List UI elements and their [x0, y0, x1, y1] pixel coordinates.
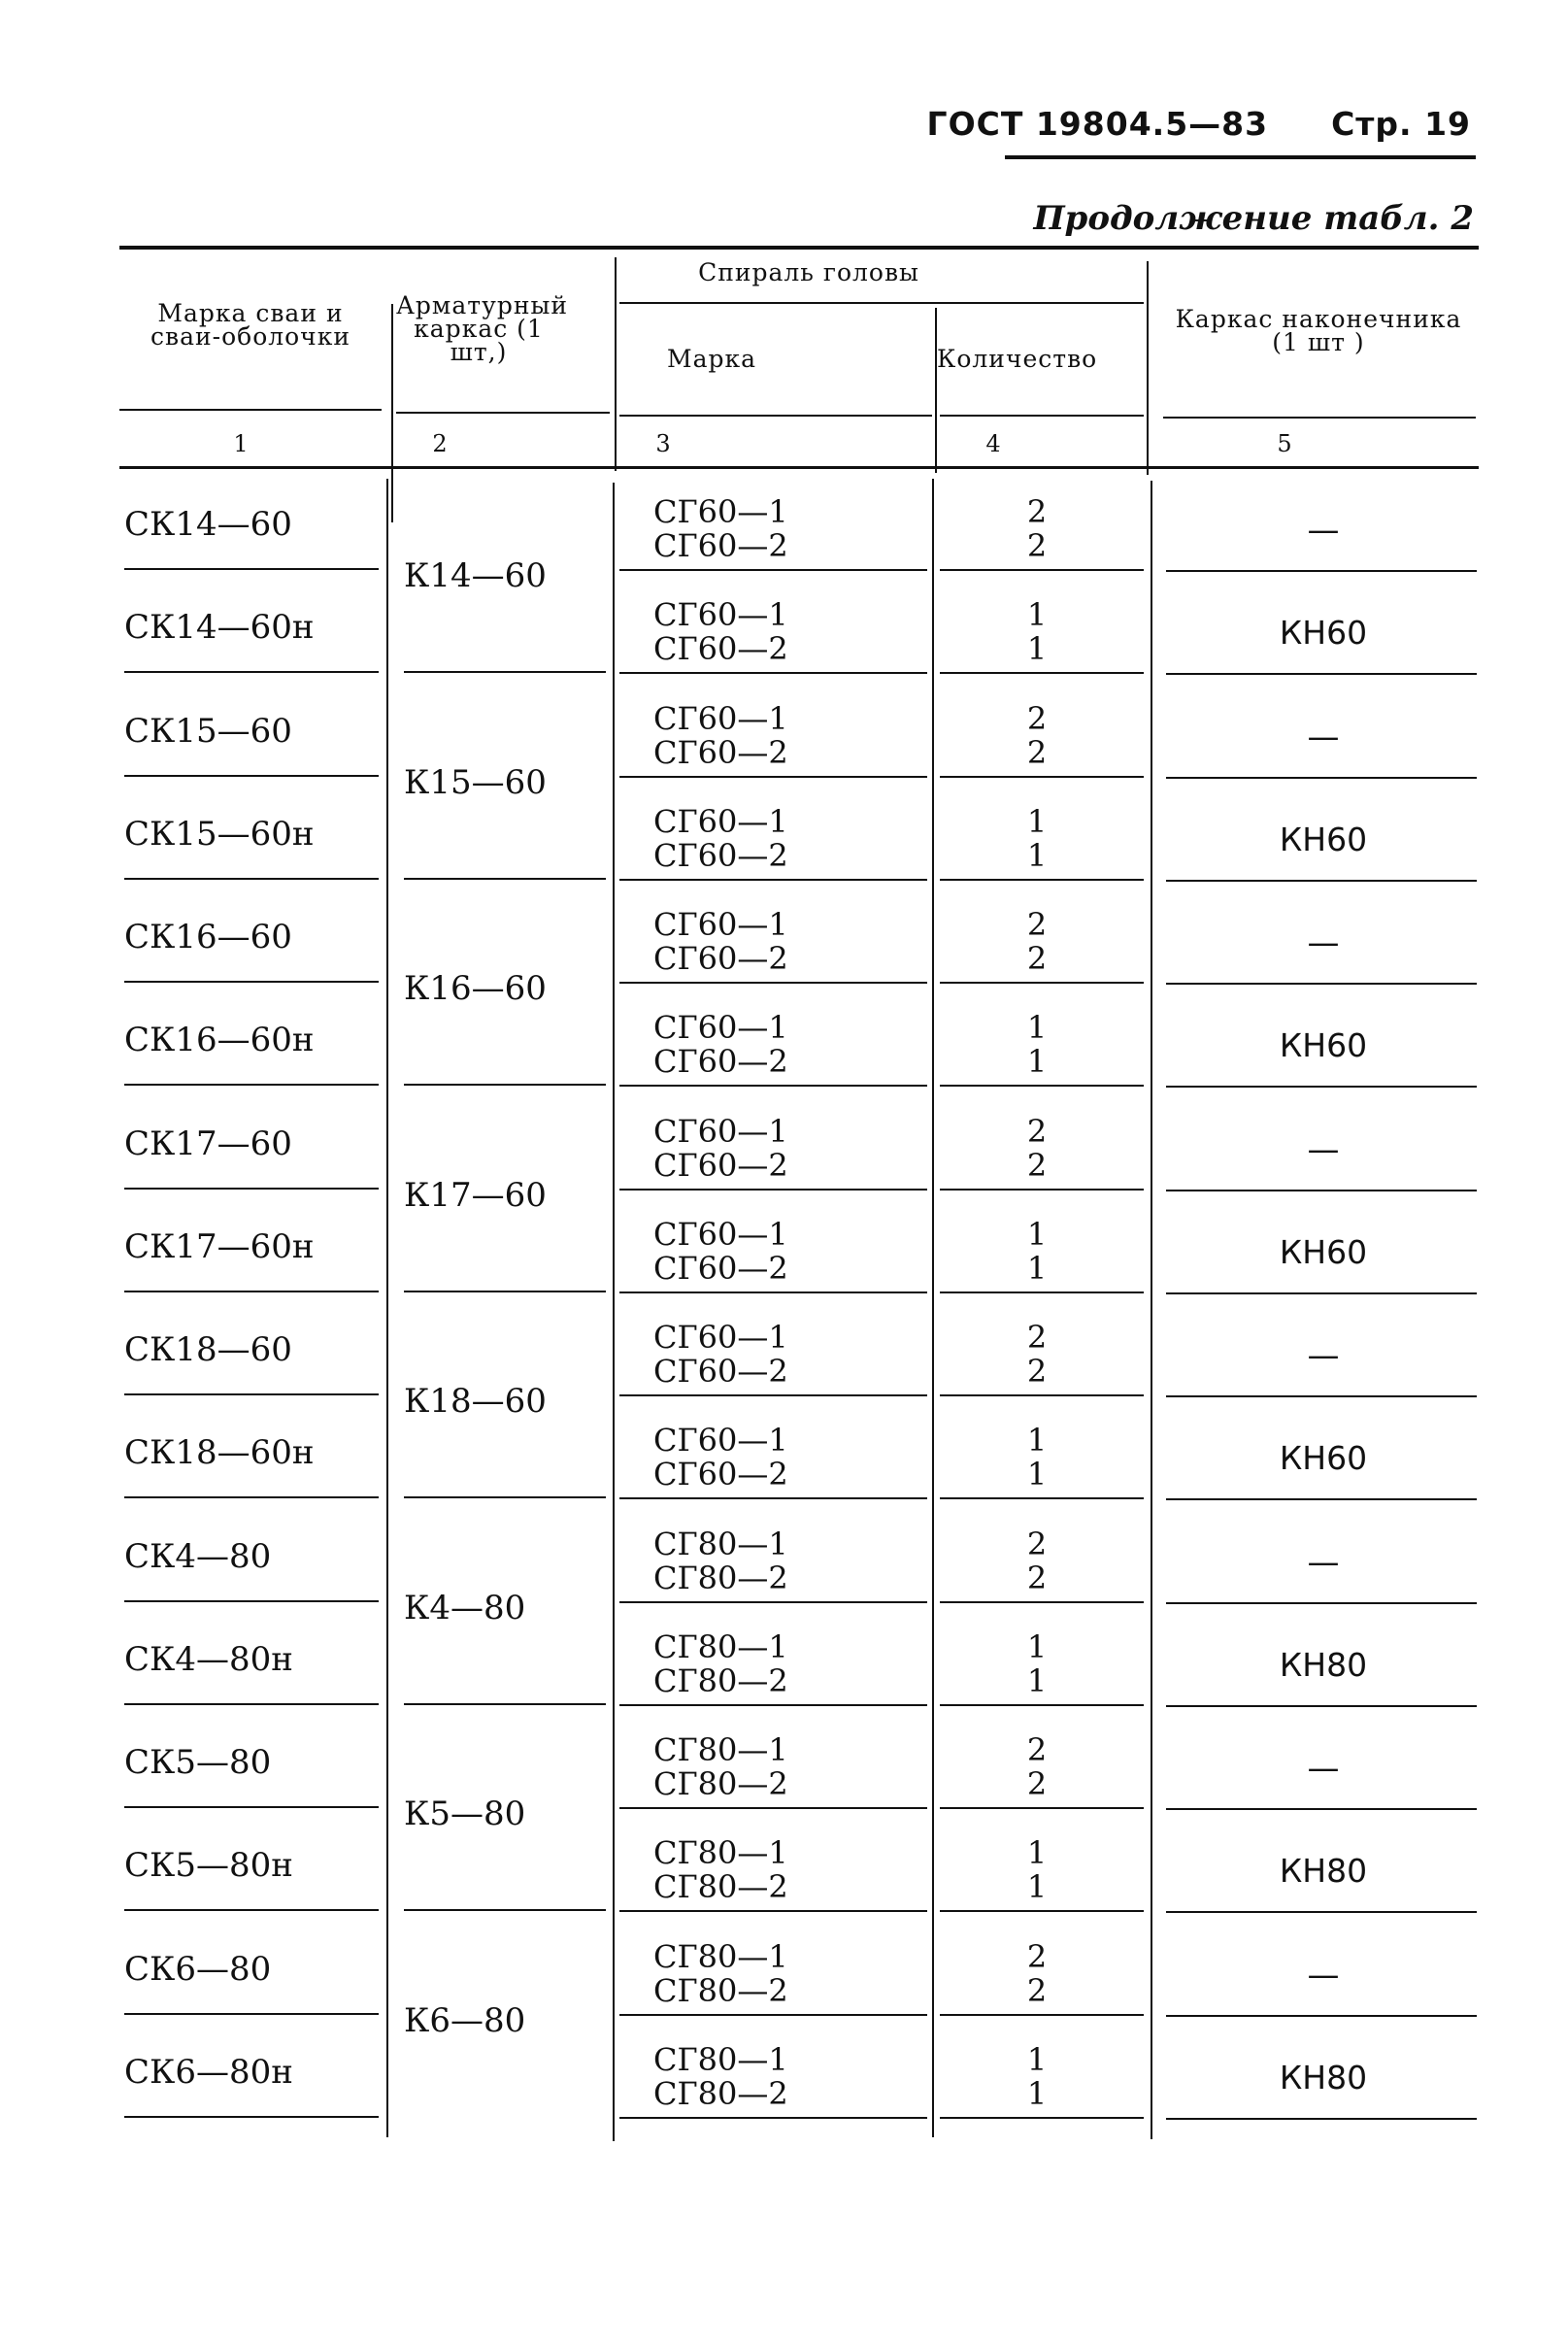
body-vline-2 [386, 479, 388, 2137]
row-spiral-2: СГ80—2 [653, 1868, 788, 1906]
header-rule-col3 [619, 415, 932, 417]
row-rule-col1 [124, 671, 379, 673]
row-mark: СК6—80н [124, 2052, 293, 2092]
row-tip-frame: КН80 [1279, 2058, 1368, 2096]
row-tip-frame: — [1307, 923, 1340, 961]
row-tip-frame: КН60 [1279, 1232, 1368, 1271]
row-rule-col3 [619, 1807, 927, 1809]
row-spiral-1: СГ60—1 [653, 1215, 788, 1253]
row-mark: СК18—60 [124, 1330, 292, 1369]
frame-rule-col2 [404, 1291, 606, 1292]
row-rule-col1 [124, 1393, 379, 1395]
row-frame: К4—80 [404, 1588, 526, 1627]
row-rule-col4 [940, 672, 1144, 674]
row-mark: СК16—60 [124, 918, 292, 956]
table-continuation-label: Продолжение табл. 2 [1033, 199, 1474, 238]
row-tip-frame: КН80 [1279, 1645, 1368, 1684]
row-qty-2: 1 [1026, 1456, 1048, 1493]
row-rule-col3 [619, 2117, 927, 2119]
header-bottom-rule [119, 466, 1479, 469]
row-rule-col5 [1166, 673, 1477, 675]
row-tip-frame: КН80 [1279, 1852, 1368, 1891]
row-rule-col4 [940, 1189, 1144, 1191]
row-spiral-2: СГ60—2 [653, 527, 788, 564]
row-qty-2: 1 [1026, 1868, 1048, 1906]
row-mark: СК4—80 [124, 1536, 272, 1576]
row-frame: К18—60 [404, 1382, 547, 1422]
row-tip-frame: — [1307, 1336, 1340, 1374]
row-qty-2: 2 [1026, 527, 1048, 564]
row-rule-col4 [940, 879, 1144, 881]
row-mark: СК18—60н [124, 1433, 315, 1473]
row-spiral-2: СГ80—2 [653, 1661, 788, 1699]
row-rule-col3 [619, 2014, 927, 2016]
header-vline-5 [1147, 261, 1149, 475]
row-spiral-1: СГ80—1 [653, 1834, 788, 1872]
row-qty-1: 2 [1026, 1112, 1048, 1150]
row-qty-1: 1 [1026, 1215, 1048, 1253]
body-vline-4 [932, 479, 934, 2137]
row-rule-col4 [940, 1497, 1144, 1499]
col-number-5: 5 [1277, 430, 1292, 457]
frame-rule-col2 [404, 878, 606, 880]
row-rule-col1 [124, 568, 379, 570]
row-rule-col4 [940, 982, 1144, 984]
row-tip-frame: КН60 [1279, 820, 1368, 858]
frame-rule-col2 [404, 671, 606, 673]
body-vline-3 [613, 483, 615, 2141]
header-rule [1005, 155, 1476, 159]
row-qty-1: 2 [1026, 1937, 1048, 1975]
frame-rule-col2 [404, 1084, 606, 1086]
row-spiral-1: СГ60—1 [653, 1112, 788, 1150]
row-spiral-2: СГ60—2 [653, 1353, 788, 1390]
standard-number: ГОСТ 19804.5—83 [926, 105, 1269, 143]
row-rule-col1 [124, 1496, 379, 1498]
row-tip-frame: КН60 [1279, 1026, 1368, 1065]
row-qty-2: 1 [1026, 836, 1048, 874]
row-spiral-1: СГ60—1 [653, 906, 788, 943]
row-qty-2: 2 [1026, 1146, 1048, 1184]
row-spiral-1: СГ60—1 [653, 699, 788, 737]
row-rule-col1 [124, 1909, 379, 1911]
row-rule-col5 [1166, 1808, 1477, 1810]
header-col5: Каркас наконечника (1 шт ) [1175, 305, 1462, 356]
row-spiral-1: СГ60—1 [653, 1319, 788, 1356]
page-number: Стр. 19 [1331, 105, 1471, 143]
row-spiral-1: СГ80—1 [653, 1525, 788, 1562]
row-spiral-2: СГ80—2 [653, 1559, 788, 1596]
row-tip-frame: — [1307, 1749, 1340, 1787]
row-frame: К17—60 [404, 1175, 547, 1215]
row-mark: СК6—80 [124, 1949, 272, 1989]
row-rule-col5 [1166, 1395, 1477, 1397]
row-spiral-2: СГ80—2 [653, 1765, 788, 1802]
row-tip-frame: — [1307, 1129, 1340, 1168]
row-rule-col5 [1166, 1498, 1477, 1500]
row-spiral-2: СГ60—2 [653, 1043, 788, 1081]
row-rule-col4 [940, 2117, 1144, 2119]
row-spiral-2: СГ60—2 [653, 733, 788, 771]
row-rule-col1 [124, 2116, 379, 2118]
frame-rule-col2 [404, 1703, 606, 1705]
row-mark: СК16—60н [124, 1021, 315, 1060]
row-qty-2: 2 [1026, 1765, 1048, 1802]
row-rule-col5 [1166, 570, 1477, 572]
row-spiral-1: СГ80—1 [653, 1627, 788, 1665]
row-spiral-1: СГ60—1 [653, 802, 788, 840]
row-rule-col5 [1166, 2118, 1477, 2120]
row-tip-frame: КН60 [1279, 1439, 1368, 1478]
row-rule-col5 [1166, 777, 1477, 779]
row-mark: СК17—60н [124, 1226, 315, 1266]
row-spiral-2: СГ80—2 [653, 2074, 788, 2112]
row-qty-1: 1 [1026, 596, 1048, 634]
row-rule-col4 [940, 1807, 1144, 1809]
header-col3: Марка [666, 345, 757, 373]
row-frame: К15—60 [404, 762, 547, 802]
row-rule-col5 [1166, 1602, 1477, 1604]
header-vline-2 [391, 304, 393, 522]
row-qty-2: 1 [1026, 630, 1048, 668]
row-spiral-1: СГ60—1 [653, 596, 788, 634]
row-rule-col5 [1166, 1190, 1477, 1191]
row-mark: СК5—80н [124, 1846, 293, 1886]
row-spiral-2: СГ60—2 [653, 1456, 788, 1493]
row-rule-col1 [124, 878, 379, 880]
row-rule-col1 [124, 1084, 379, 1086]
row-rule-col5 [1166, 1086, 1477, 1088]
row-rule-col5 [1166, 2015, 1477, 2017]
row-rule-col3 [619, 1085, 927, 1087]
row-rule-col4 [940, 1704, 1144, 1706]
row-rule-col1 [124, 775, 379, 777]
row-rule-col5 [1166, 983, 1477, 985]
row-qty-1: 1 [1026, 2040, 1048, 2078]
row-rule-col3 [619, 672, 927, 674]
row-spiral-1: СГ80—1 [653, 1731, 788, 1768]
row-spiral-2: СГ60—2 [653, 1249, 788, 1287]
table-top-rule [119, 246, 1479, 250]
row-rule-col1 [124, 1600, 379, 1602]
row-rule-col4 [940, 2014, 1144, 2016]
row-rule-col1 [124, 1188, 379, 1190]
row-rule-col4 [940, 1394, 1144, 1396]
row-rule-col3 [619, 1704, 927, 1706]
row-rule-col5 [1166, 1705, 1477, 1707]
row-tip-frame: — [1307, 1955, 1340, 1994]
row-qty-1: 1 [1026, 1422, 1048, 1459]
row-rule-col3 [619, 569, 927, 571]
row-rule-col4 [940, 1291, 1144, 1293]
header-vline-3 [615, 257, 617, 471]
row-qty-2: 2 [1026, 1559, 1048, 1596]
row-spiral-2: СГ60—2 [653, 1146, 788, 1184]
row-rule-col3 [619, 1910, 927, 1912]
row-tip-frame: — [1307, 511, 1340, 549]
frame-rule-col2 [404, 1496, 606, 1498]
row-spiral-1: СГ60—1 [653, 1422, 788, 1459]
header-group-rule [619, 302, 1144, 304]
row-tip-frame: — [1307, 717, 1340, 755]
row-spiral-2: СГ60—2 [653, 940, 788, 977]
row-qty-2: 1 [1026, 2074, 1048, 2112]
row-rule-col4 [940, 1910, 1144, 1912]
frame-rule-col2 [404, 1909, 606, 1911]
row-rule-col5 [1166, 880, 1477, 882]
row-qty-1: 2 [1026, 906, 1048, 943]
col-number-3: 3 [655, 430, 671, 457]
row-rule-col3 [619, 1189, 927, 1191]
row-spiral-2: СГ60—2 [653, 836, 788, 874]
row-qty-1: 2 [1026, 1525, 1048, 1562]
row-spiral-1: СГ60—1 [653, 493, 788, 530]
header-col2: Арматурный каркас (1 шт,) [396, 291, 569, 366]
row-qty-1: 1 [1026, 802, 1048, 840]
row-rule-col4 [940, 1085, 1144, 1087]
row-qty-1: 2 [1026, 699, 1048, 737]
header-rule-col4 [940, 415, 1144, 417]
row-frame: К6—80 [404, 2000, 526, 2040]
row-qty-2: 2 [1026, 1353, 1048, 1390]
row-spiral-2: СГ60—2 [653, 630, 788, 668]
row-rule-col1 [124, 1806, 379, 1808]
row-qty-2: 1 [1026, 1249, 1048, 1287]
row-rule-col3 [619, 776, 927, 778]
row-spiral-1: СГ80—1 [653, 2040, 788, 2078]
row-qty-2: 2 [1026, 1971, 1048, 2009]
row-mark: СК15—60 [124, 711, 292, 751]
row-rule-col3 [619, 1601, 927, 1603]
header-rule-col2 [396, 412, 610, 414]
row-mark: СК15—60н [124, 814, 315, 854]
row-frame: К14—60 [404, 556, 547, 596]
row-spiral-2: СГ80—2 [653, 1971, 788, 2009]
row-frame: К5—80 [404, 1795, 526, 1834]
row-rule-col5 [1166, 1911, 1477, 1913]
row-qty-1: 2 [1026, 1731, 1048, 1768]
row-qty-2: 2 [1026, 733, 1048, 771]
row-mark: СК14—60 [124, 505, 292, 544]
row-rule-col3 [619, 982, 927, 984]
header-spiral-group: Спираль головы [698, 258, 919, 286]
col-number-1: 1 [233, 430, 249, 457]
header-vline-4 [935, 308, 937, 473]
row-rule-col1 [124, 1703, 379, 1705]
row-rule-col4 [940, 776, 1144, 778]
row-rule-col3 [619, 1394, 927, 1396]
row-mark: СК17—60 [124, 1124, 292, 1163]
row-rule-col3 [619, 879, 927, 881]
row-qty-1: 1 [1026, 1009, 1048, 1047]
row-rule-col3 [619, 1291, 927, 1293]
row-qty-1: 1 [1026, 1834, 1048, 1872]
header-col4: Количество [937, 345, 1098, 373]
row-mark: СК14—60н [124, 608, 315, 648]
row-frame: К16—60 [404, 969, 547, 1009]
header-rule-col5 [1163, 417, 1476, 419]
row-rule-col1 [124, 2013, 379, 2015]
row-qty-1: 1 [1026, 1627, 1048, 1665]
row-qty-2: 1 [1026, 1661, 1048, 1699]
row-rule-col5 [1166, 1292, 1477, 1294]
header-col1: Марка сваи и сваи-оболочки [150, 299, 350, 351]
row-spiral-1: СГ60—1 [653, 1009, 788, 1047]
row-rule-col4 [940, 1601, 1144, 1603]
body-vline-5 [1151, 481, 1152, 2139]
row-rule-col3 [619, 1497, 927, 1499]
row-qty-1: 2 [1026, 493, 1048, 530]
row-mark: СК5—80 [124, 1743, 272, 1782]
row-rule-col1 [124, 1291, 379, 1292]
row-mark: СК4—80н [124, 1639, 293, 1679]
col-number-2: 2 [432, 430, 448, 457]
page-header [927, 105, 1471, 143]
row-spiral-1: СГ80—1 [653, 1937, 788, 1975]
row-tip-frame: — [1307, 1542, 1340, 1581]
row-rule-col4 [940, 569, 1144, 571]
col-number-4: 4 [985, 430, 1001, 457]
row-rule-col1 [124, 981, 379, 983]
header-rule-col1 [119, 409, 382, 411]
row-qty-1: 2 [1026, 1319, 1048, 1356]
row-tip-frame: КН60 [1279, 614, 1368, 653]
row-qty-2: 1 [1026, 1043, 1048, 1081]
row-qty-2: 2 [1026, 940, 1048, 977]
